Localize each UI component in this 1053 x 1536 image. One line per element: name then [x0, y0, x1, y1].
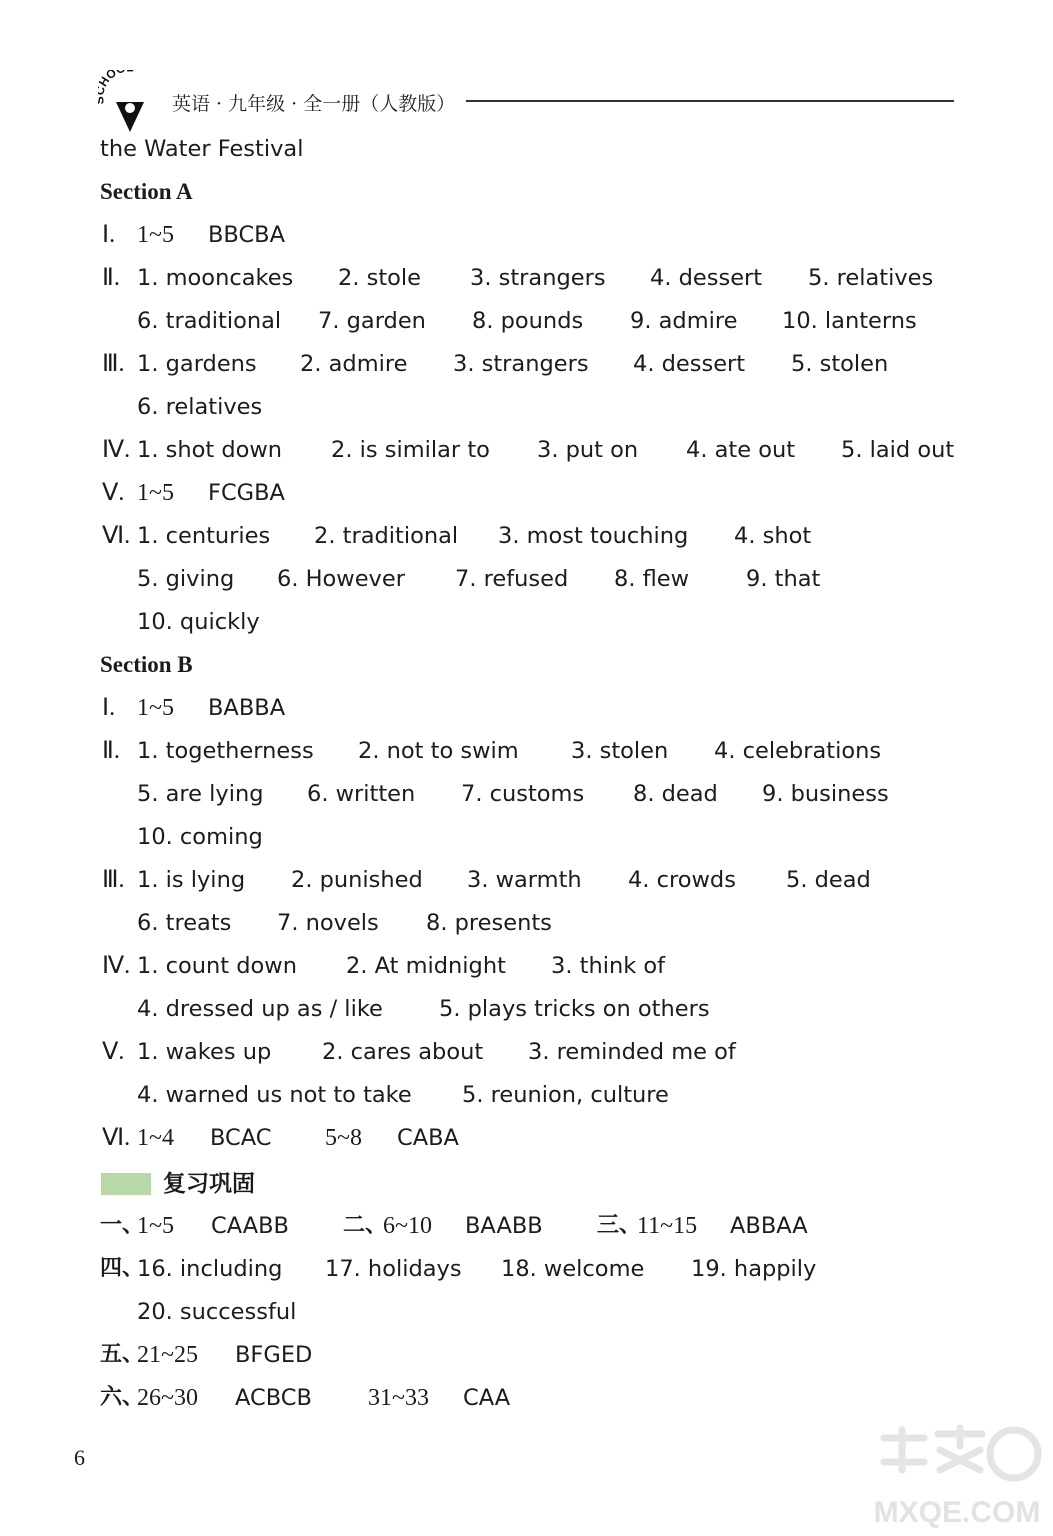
- item-label: 31~33: [368, 1385, 429, 1411]
- item-label: 5~8: [325, 1125, 362, 1151]
- answer-item: 1. wakes up: [137, 1039, 272, 1065]
- item-label: Ⅳ.: [102, 953, 131, 979]
- answer-item: 7. customs: [461, 781, 585, 807]
- answer-item: CAA: [463, 1385, 511, 1411]
- answer-item: 4. dressed up as / like: [137, 996, 383, 1022]
- answer-item: 5. stolen: [791, 351, 889, 377]
- answer-item: 1. centuries: [137, 523, 271, 549]
- item-label: 三、: [597, 1213, 642, 1238]
- answer-item: 1. shot down: [137, 437, 283, 463]
- answer-item: 5. laid out: [841, 437, 955, 463]
- answer-item: FCGBA: [208, 480, 285, 506]
- section-heading: Section A: [100, 179, 193, 204]
- answer-item: 2. stole: [338, 265, 422, 291]
- answer-item: 5. reunion, culture: [462, 1082, 669, 1108]
- review-section-title: 复习巩固: [163, 1171, 255, 1197]
- item-label: Ⅱ.: [102, 738, 120, 764]
- item-label: 一、: [100, 1213, 145, 1238]
- watermark-logo: [872, 1418, 1042, 1530]
- answer-item: 3. reminded me of: [528, 1039, 736, 1065]
- item-label: Ⅵ.: [102, 1125, 131, 1151]
- answer-item: 3. most touching: [498, 523, 689, 549]
- item-label: Ⅳ.: [102, 437, 131, 463]
- answer-item: 2. not to swim: [358, 738, 519, 764]
- answer-item: 2. admire: [300, 351, 408, 377]
- answer-item: 1. mooncakes: [137, 265, 294, 291]
- answer-item: 3. strangers: [470, 265, 606, 291]
- answer-item: ACBCB: [235, 1385, 312, 1411]
- answer-item: 8. pounds: [472, 308, 584, 334]
- item-label: 1~4: [137, 1125, 174, 1151]
- answer-item: 5. are lying: [137, 781, 264, 807]
- svg-text:SCHOOL: [98, 70, 134, 105]
- answer-item: 5. dead: [786, 867, 871, 893]
- answer-item: 2. punished: [291, 867, 423, 893]
- answer-item: 9. admire: [630, 308, 738, 334]
- answer-item: 3. think of: [551, 953, 666, 979]
- answer-item: 3. stolen: [571, 738, 669, 764]
- answer-item: 3. put on: [537, 437, 639, 463]
- answer-item: 4. ate out: [686, 437, 796, 463]
- item-label: Ⅵ.: [102, 523, 131, 549]
- item-label: Ⅴ.: [102, 1039, 125, 1065]
- item-label: 二、: [343, 1213, 388, 1238]
- logo-text: O: [103, 70, 120, 83]
- section-heading: Section B: [100, 652, 193, 677]
- answer-item: BABBA: [208, 695, 286, 721]
- answer-item: 9. business: [762, 781, 889, 807]
- item-label: 1~5: [137, 695, 174, 721]
- answer-item: the Water Festival: [100, 136, 304, 162]
- answer-item: 17. holidays: [325, 1256, 462, 1282]
- item-label: 五、: [100, 1342, 145, 1367]
- answer-item: 4. crowds: [628, 867, 736, 893]
- answer-item: 4. shot: [734, 523, 812, 549]
- answer-item: 6. However: [277, 566, 405, 592]
- answer-item: 7. garden: [318, 308, 426, 334]
- review-color-block: [101, 1173, 151, 1195]
- item-label: 四、: [100, 1256, 145, 1281]
- answer-item: 7. novels: [277, 910, 379, 936]
- item-label: Ⅰ.: [102, 222, 116, 248]
- item-label: 26~30: [137, 1385, 198, 1411]
- answer-item: 7. refused: [455, 566, 569, 592]
- header-rule: [466, 100, 954, 102]
- item-label: 21~25: [137, 1342, 198, 1368]
- answer-item: 2. cares about: [322, 1039, 484, 1065]
- answer-item: 18. welcome: [501, 1256, 645, 1282]
- answer-item: ABBAA: [730, 1213, 808, 1239]
- answer-item: 1. count down: [137, 953, 297, 979]
- answer-item: BAABB: [465, 1213, 543, 1239]
- answer-item: 6. treats: [137, 910, 232, 936]
- answer-item: 2. traditional: [314, 523, 459, 549]
- answer-item: 3. strangers: [453, 351, 589, 377]
- answer-item: BCAC: [210, 1125, 272, 1151]
- answer-item: 6. relatives: [137, 394, 263, 420]
- item-label: Ⅲ.: [102, 867, 125, 893]
- answer-item: 10. quickly: [137, 609, 260, 635]
- item-label: 11~15: [637, 1213, 698, 1239]
- answer-item: 8. dead: [633, 781, 718, 807]
- item-label: Ⅱ.: [102, 265, 120, 291]
- school-logo-icon: [98, 70, 162, 134]
- answer-item: 1. is lying: [137, 867, 246, 893]
- answer-item: 20. successful: [137, 1299, 297, 1325]
- answer-item: 2. At midnight: [346, 953, 506, 979]
- answer-item: 4. dessert: [633, 351, 746, 377]
- answer-item: 16. including: [137, 1256, 283, 1282]
- answer-item: 2. is similar to: [331, 437, 490, 463]
- page-number: 6: [74, 1445, 85, 1470]
- answer-item: 5. plays tricks on others: [439, 996, 710, 1022]
- answer-item: CABA: [397, 1125, 459, 1151]
- item-label: 6~10: [383, 1213, 432, 1239]
- answer-item: 5. giving: [137, 566, 235, 592]
- item-label: 六、: [100, 1385, 145, 1410]
- answer-item: 4. warned us not to take: [137, 1082, 412, 1108]
- answer-item: 3. warmth: [467, 867, 582, 893]
- answer-item: 8. presents: [426, 910, 552, 936]
- answer-item: 6. traditional: [137, 308, 282, 334]
- answer-item: 9. that: [746, 566, 821, 592]
- answer-item: 19. happily: [691, 1256, 817, 1282]
- answer-item: BFGED: [235, 1342, 313, 1368]
- answer-item: 1. togetherness: [137, 738, 314, 764]
- book-title: 英语 · 九年级 · 全一册（人教版）: [172, 93, 456, 115]
- answer-item: 4. celebrations: [714, 738, 882, 764]
- item-label: Ⅰ.: [102, 695, 116, 721]
- answer-item: 4. dessert: [650, 265, 763, 291]
- item-label: Ⅴ.: [102, 480, 125, 506]
- item-label: Ⅲ.: [102, 351, 125, 377]
- answer-item: 10. coming: [137, 824, 263, 850]
- answer-item: 6. written: [307, 781, 416, 807]
- item-label: 1~5: [137, 222, 174, 248]
- answer-item: 8. flew: [614, 566, 690, 592]
- watermark-text: MXQE.COM: [873, 1496, 1041, 1529]
- answer-item: 10. lanterns: [782, 308, 917, 334]
- answer-item: CAABB: [211, 1213, 289, 1239]
- item-label: 1~5: [137, 480, 174, 506]
- answer-item: 5. relatives: [808, 265, 934, 291]
- item-label: 1~5: [137, 1213, 174, 1239]
- answer-item: 1. gardens: [137, 351, 257, 377]
- answer-item: BBCBA: [208, 222, 286, 248]
